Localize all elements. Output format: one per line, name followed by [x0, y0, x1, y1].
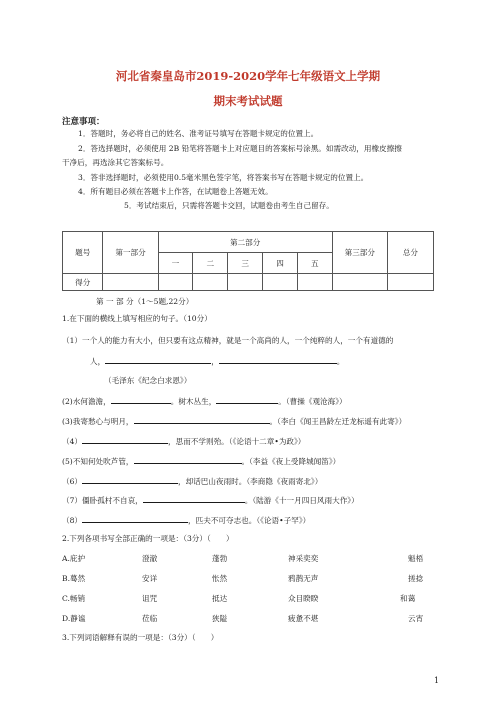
cell-score-blank: [158, 274, 193, 291]
q1-item8: [62, 514, 310, 526]
option-word: 安详: [142, 574, 158, 583]
text: （6）: [62, 477, 83, 486]
text: （8）: [62, 516, 83, 525]
option-word: 抵达: [212, 594, 228, 603]
cell-sub-4: 四: [263, 253, 298, 274]
q1-item6: [62, 475, 322, 487]
text: 。（曹操《观沧海》）: [278, 397, 347, 406]
option-word: 怅然: [212, 574, 228, 583]
option-word: 云宵: [408, 614, 424, 623]
option-word: 魁梧: [408, 554, 424, 563]
text: 。（李白《闻王昌龄左迁龙标遥有此寄》）: [269, 417, 407, 426]
option-word: 莅临: [142, 614, 158, 623]
exam-title: 河北省秦皇岛市2019-2020学年七年级语文上学期: [115, 69, 381, 83]
answer-blank[interactable]: [82, 514, 188, 523]
cell-sub-2: 二: [193, 253, 228, 274]
answer-blank[interactable]: [216, 395, 278, 404]
notes-heading: 注意事项：: [62, 117, 105, 127]
option-word: 疲惫不堪: [288, 614, 319, 623]
option-word: 诅咒: [142, 594, 158, 603]
answer-blank[interactable]: [134, 415, 270, 424]
note-2: 2．答选择题时，必须使用 2B 铅笔将答题卡上对应题目的答案标号涂黑。如需改动，用橡皮擦擦: [78, 144, 402, 153]
cell-sub-5: 五: [297, 253, 332, 274]
section-1-heading: 第 一 部 分（1～5题,22分）: [96, 297, 194, 306]
answer-blank[interactable]: [219, 355, 337, 364]
option-word: 蓬勃: [212, 554, 228, 563]
q1-item1-source: （毛泽东《纪念白求恩》）: [104, 376, 192, 385]
exam-subtitle: 期末考试试题: [213, 94, 283, 108]
q1-item1-line1: （1）一个人的能力有大小，但只要有这点精神，就是一个高尚的人，一个纯粹的人，一个有道德的: [62, 336, 394, 345]
note-3: 3．答非选择题时，必须使用0.5毫米黑色签字笔，将答案书写在答题卡规定的位置上。: [78, 173, 369, 182]
cell-part3: 第三部分: [332, 232, 387, 274]
cell-tihao: 题号: [63, 232, 103, 274]
text: （4）: [62, 437, 83, 446]
cell-score-blank: [332, 274, 387, 291]
text: ，匹夫不可夺志也。（《论语•子罕》）: [188, 516, 311, 525]
text: ，: [211, 357, 219, 366]
text: (5)不知何处吹芦管，: [62, 457, 134, 466]
option-word: C.畅销: [62, 594, 86, 603]
cell-score-blank: [387, 274, 433, 291]
q1-item3: [62, 415, 406, 427]
text: （7）僵卧孤村不自哀，: [62, 496, 143, 505]
answer-blank[interactable]: [111, 395, 171, 404]
text: ，却话巴山夜雨时。（李商隐《夜雨寄北》）: [178, 477, 323, 486]
option-word: 众目睽睽: [288, 594, 319, 603]
text: 。树木丛生，: [170, 397, 217, 406]
text: 人，: [90, 357, 106, 366]
text: ，思而不学则殆。（《论语十二章•为政》）: [168, 437, 306, 446]
option-word: 狭隘: [212, 614, 228, 623]
answer-blank[interactable]: [105, 355, 211, 364]
cell-part1: 第一部分: [103, 232, 158, 274]
score-table: [62, 231, 434, 291]
answer-blank[interactable]: [143, 494, 245, 503]
q1-item4: [62, 435, 305, 447]
cell-score-blank: [263, 274, 298, 291]
option-word: B.蓦然: [62, 574, 86, 583]
q1-item2: [62, 395, 347, 407]
cell-part2: 第二部分: [158, 232, 332, 253]
q1-item1-line2: [90, 355, 344, 367]
cell-score-blank: [228, 274, 263, 291]
text: (3)我寄愁心与明月，: [62, 417, 134, 426]
option-word: D.静谧: [62, 614, 86, 623]
answer-blank[interactable]: [134, 455, 242, 464]
note-4: 4．所有题目必须在答题卡上作答，在试题卷上答题无效。: [78, 187, 273, 196]
answer-blank[interactable]: [82, 475, 178, 484]
option-word: A.庇护: [62, 554, 86, 563]
cell-sub-3: 三: [228, 253, 263, 274]
q1-item5: [62, 455, 340, 467]
text: (2)水何澹澹，: [62, 397, 111, 406]
option-word: 和蔼: [400, 594, 416, 603]
option-word: 澄澈: [142, 554, 158, 563]
text: 。（李益《夜上受降城闻笛》）: [241, 457, 341, 466]
option-word: 神采奕奕: [288, 554, 319, 563]
q1-stem: 1.在下面的横线上填写相应的句子。（10分）: [62, 314, 212, 323]
cell-score-blank: [193, 274, 228, 291]
cell-score-blank: [297, 274, 332, 291]
page-number: 1: [434, 676, 440, 685]
option-word: 搓捻: [408, 574, 424, 583]
cell-sub-1: 一: [158, 253, 193, 274]
cell-score-label: 得分: [63, 274, 103, 291]
note-2-cont: 干净后，再选涂其它答案标号。: [62, 158, 169, 167]
cell-score-blank: [103, 274, 158, 291]
note-5: 5．考试结束后，只需将答题卡交回，试题卷由考生自己留存。: [124, 201, 334, 210]
note-1: 1．答题时，务必将自己的姓名、准考证号填写在答题卡规定的位置上。: [78, 129, 319, 138]
option-word: 鸦鹊无声: [288, 574, 319, 583]
answer-blank[interactable]: [82, 435, 168, 444]
text: 。: [336, 357, 345, 366]
text: 。（陆游《十一月四日风雨大作》）: [244, 496, 359, 505]
q2-stem: 2.下列各项书写全部正确的一项是：（3分）（ ）: [62, 534, 234, 543]
q3-stem: 3.下列词语解释有误的一项是：（3分）（ ）: [62, 633, 219, 642]
cell-total: 总分: [387, 232, 433, 274]
q1-item7: [62, 494, 359, 506]
